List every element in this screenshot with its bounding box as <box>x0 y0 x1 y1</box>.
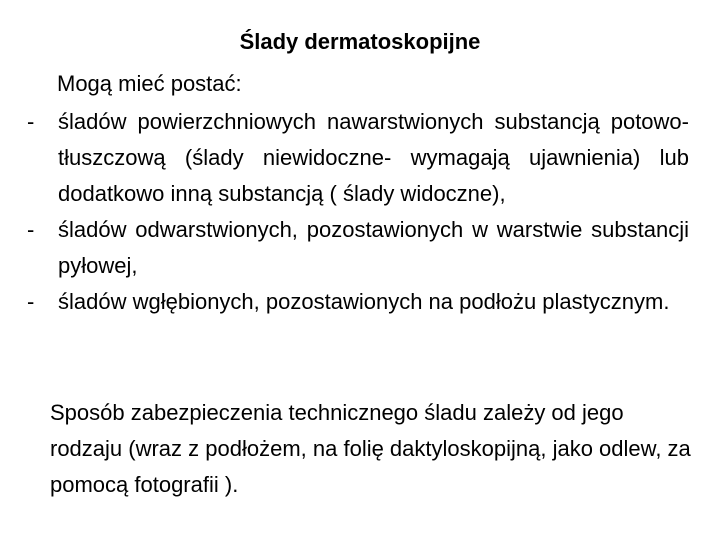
bullet-text: śladów powierzchniowych nawarstwionych substancją potowo- tłuszczową (ślady niewidoczne- wymagają ujawnienia) lub dodatkowo inną substancją ( ślady widoczne), <box>58 109 689 206</box>
list-item <box>27 104 689 212</box>
list-item <box>27 212 689 284</box>
bullet-text: śladów odwarstwionych, pozostawionych w warstwie substancji pyłowej, <box>58 217 689 278</box>
slide-title: Ślady dermatoskopijne <box>239 29 481 54</box>
bullet-list <box>27 104 689 320</box>
dash-marker: - <box>27 109 35 134</box>
dash-marker: - <box>27 217 35 242</box>
closing-paragraph: Sposób zabezpieczenia technicznego śladu zależy od jego rodzaju (wraz z podłożem, na folię daktyloskopijną, jako odlew, za pomocą fotografii ). <box>50 400 691 497</box>
intro-text: Mogą mieć postać: <box>57 71 242 96</box>
bullet-text: śladów wgłębionych, pozostawionych na podłożu plastycznym. <box>58 289 670 314</box>
dash-marker: - <box>27 289 35 314</box>
list-item <box>27 284 689 320</box>
